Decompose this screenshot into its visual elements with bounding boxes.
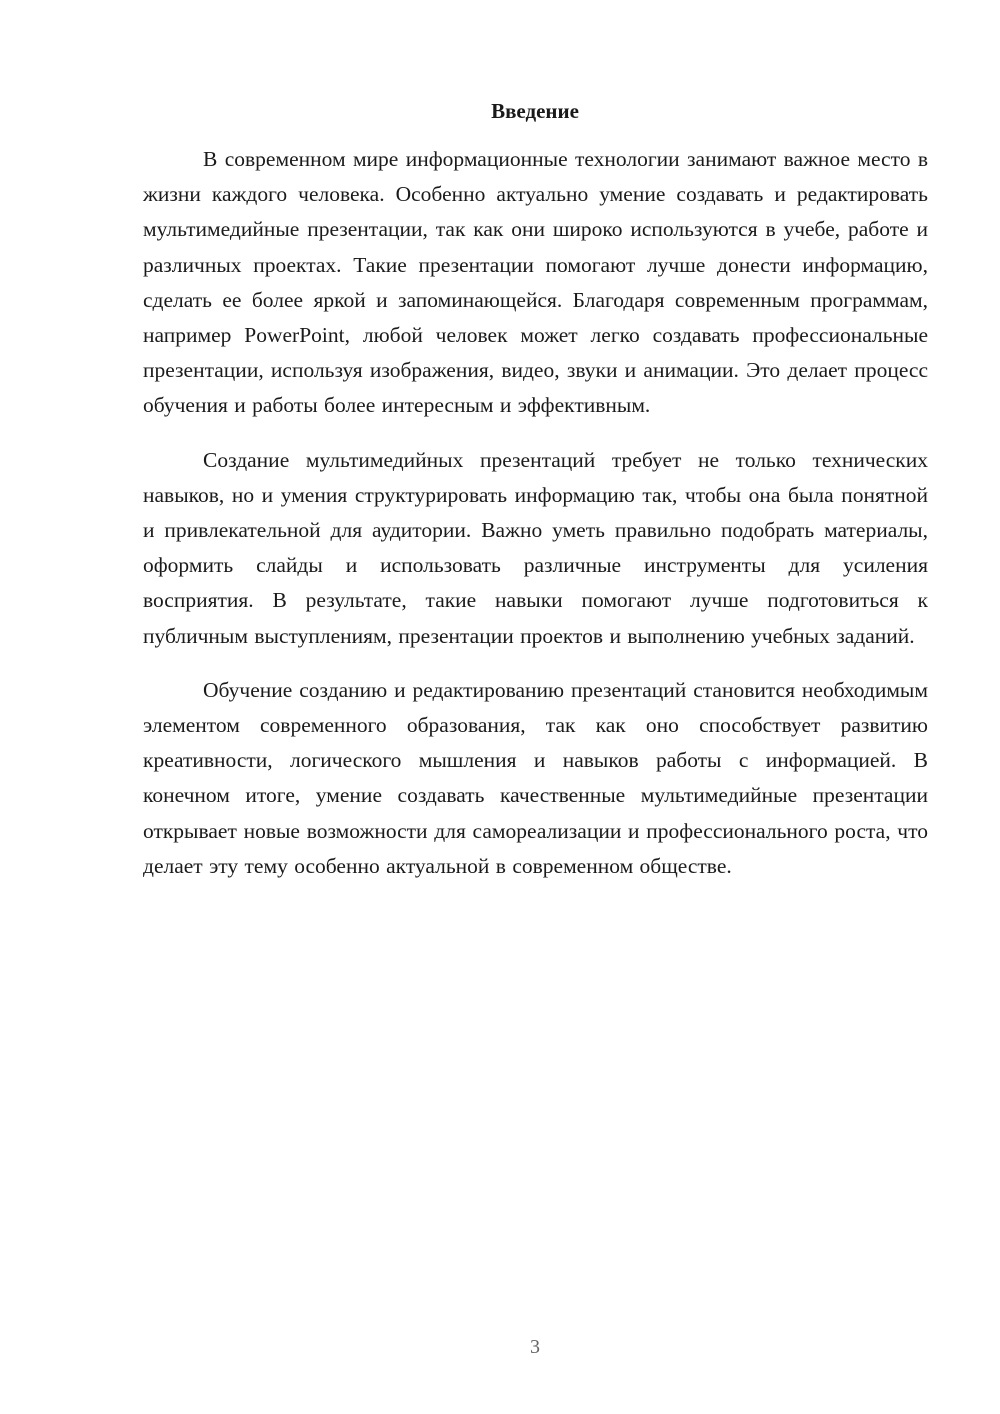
- section-heading: Введение: [491, 99, 579, 123]
- paragraph-1: В современном мире информационные технологии занимают важное место в жизни каждого человека. Особенно актуально умение создавать и редактировать мультимедийные презентации, так как они широко используются в учебе, работе и различных проектах. Такие презентации помогают лучше донести информацию, сделать ее более яркой и запоминающейся. Благодаря современным программам, например PowerPoint, любой человек может легко создавать профессиональные презентации, используя изображения, видео, звуки и анимации. Это делает процесс обучения и работы более интересным и эффективным.: [143, 147, 928, 418]
- paragraph-2: Создание мультимедийных презентаций требует не только технических навыков, но и умения структурировать информацию так, чтобы она была понятной и привлекательной для аудитории. Важно уметь правильно подобрать материалы, оформить слайды и использовать различные инструменты для усиления восприятия. В результате, такие навыки помогают лучше подготовиться к публичным выступлениям, презентации проектов и выполнению учебных заданий.: [143, 447, 928, 648]
- body-text: [143, 142, 928, 903]
- paragraph-3: Обучение созданию и редактированию презентаций становится необходимым элементом современного образования, так как оно способствует развитию креативности, логического мышления и навыков работы с информацией. В конечном итоге, умение создавать качественные мультимедийные презентации открывает новые возможности для самореализации и профессионального роста, что делает эту тему особенно актуальной в современном обществе.: [143, 677, 928, 878]
- page-number: 3: [530, 1336, 540, 1358]
